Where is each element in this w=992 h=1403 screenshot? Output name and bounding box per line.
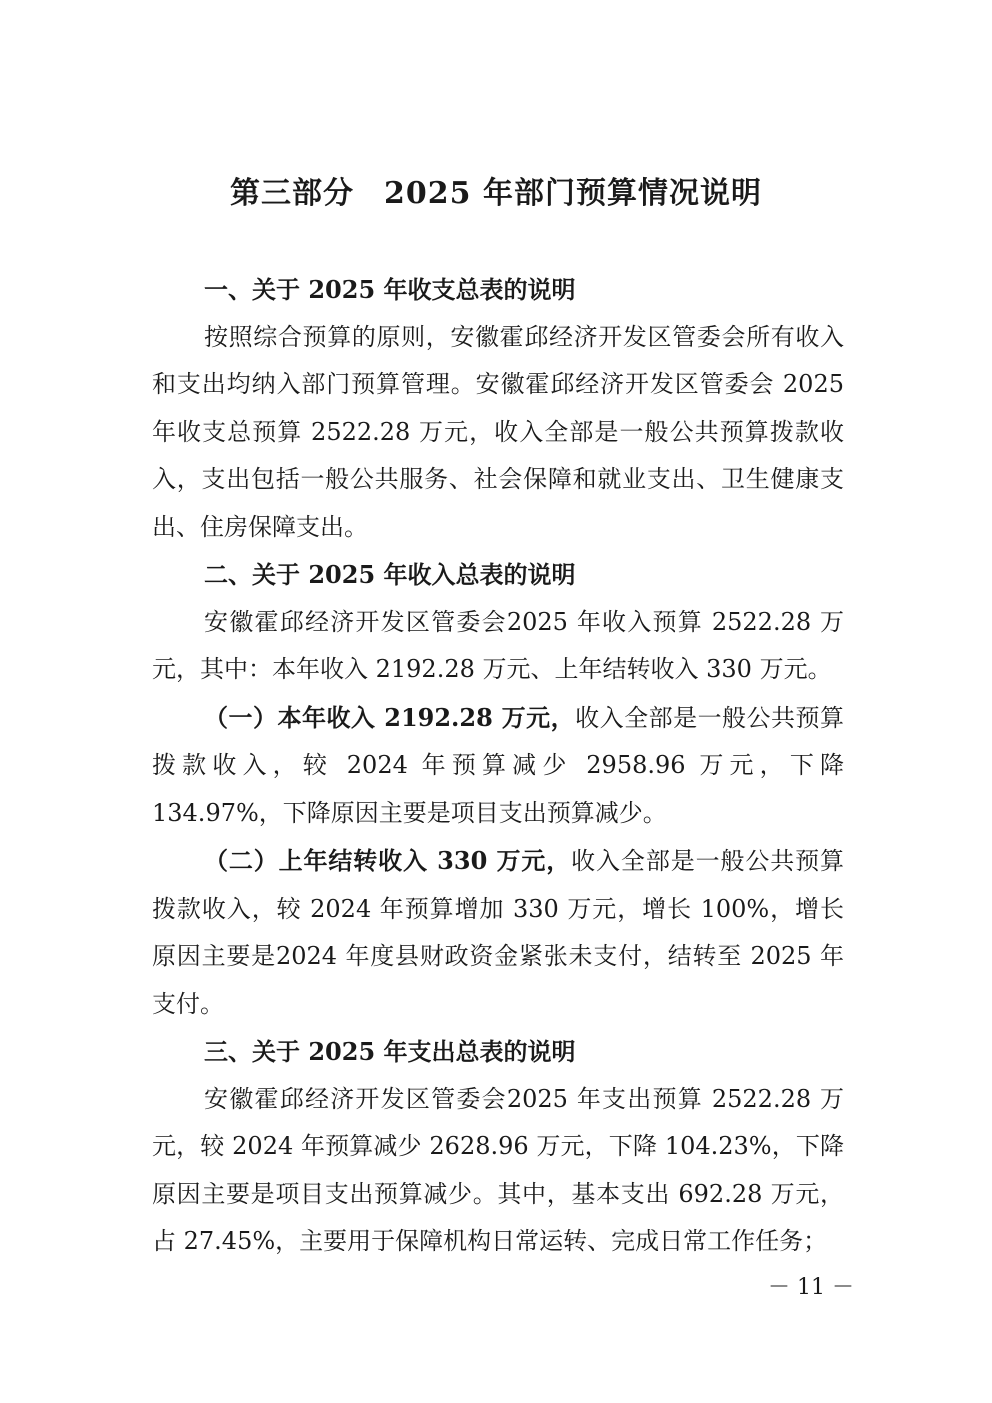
section-2-paragraph: 安徽霍邱经济开发区管委会2025 年收入预算 2522.28 万元，其中：本年收入 2192.28 万元、上年结转收入 330 万元。 (152, 607, 844, 683)
section-2-item-2-lead: （二）上年结转收入 330 万元， (204, 846, 572, 875)
section-2-item-1-lead: （一）本年收入 2192.28 万元， (204, 702, 576, 732)
section-2-item-2 (152, 837, 844, 1028)
section-2-item-1 (152, 694, 844, 838)
section-1-paragraph: 按照综合预算的原则，安徽霍邱经济开发区管委会所有收入和支出均纳入部门预算管理。安徽霍邱经济开发区管委会 2025 年收支总预算 2522.28 万元，收入全部是一般公共预算拨款收入，支出包括一般公共服务、社会保障和就业支出、卫生健康支出、住房保障支出。 (152, 322, 844, 541)
page-title (0, 168, 992, 220)
title-text: 2025 年部门预算情况说明 (384, 176, 762, 211)
section-3-paragraph: 安徽霍邱经济开发区管委会2025 年支出预算 2522.28 万元，较 2024 年预算减少 2628.96 万元，下降 104.23%，下降原因主要是项目支出预算减少。其中，基本支出 692.28 万元，占 27.45%，主要用于保障机构日常运转、完成日常工作任务； (152, 1084, 844, 1255)
section-2-item-2-text: 收入全部是一般公共预算拨款收入，较 2024 年预算增加 330 万元，增长 100%，增长原因主要是2024 年度县财政资金紧张未支付，结转至 2025 年支付。 (152, 847, 844, 1018)
section-2-heading: 二、关于 2025 年收入总表的说明 (204, 560, 576, 589)
section-3-heading: 三、关于 2025 年支出总表的说明 (204, 1037, 576, 1066)
page-number: － 11 － (768, 1275, 854, 1300)
document-body (152, 266, 844, 1266)
title-part: 第三部分 (230, 176, 355, 211)
section-2-item-1-text: 收入全部是一般公共预算拨款收入，较 2024 年预算减少 2958.96 万元，下降 134.97%，下降原因主要是项目支出预算减少。 (152, 703, 845, 827)
section-1-heading: 一、关于 2025 年收支总表的说明 (204, 275, 576, 304)
